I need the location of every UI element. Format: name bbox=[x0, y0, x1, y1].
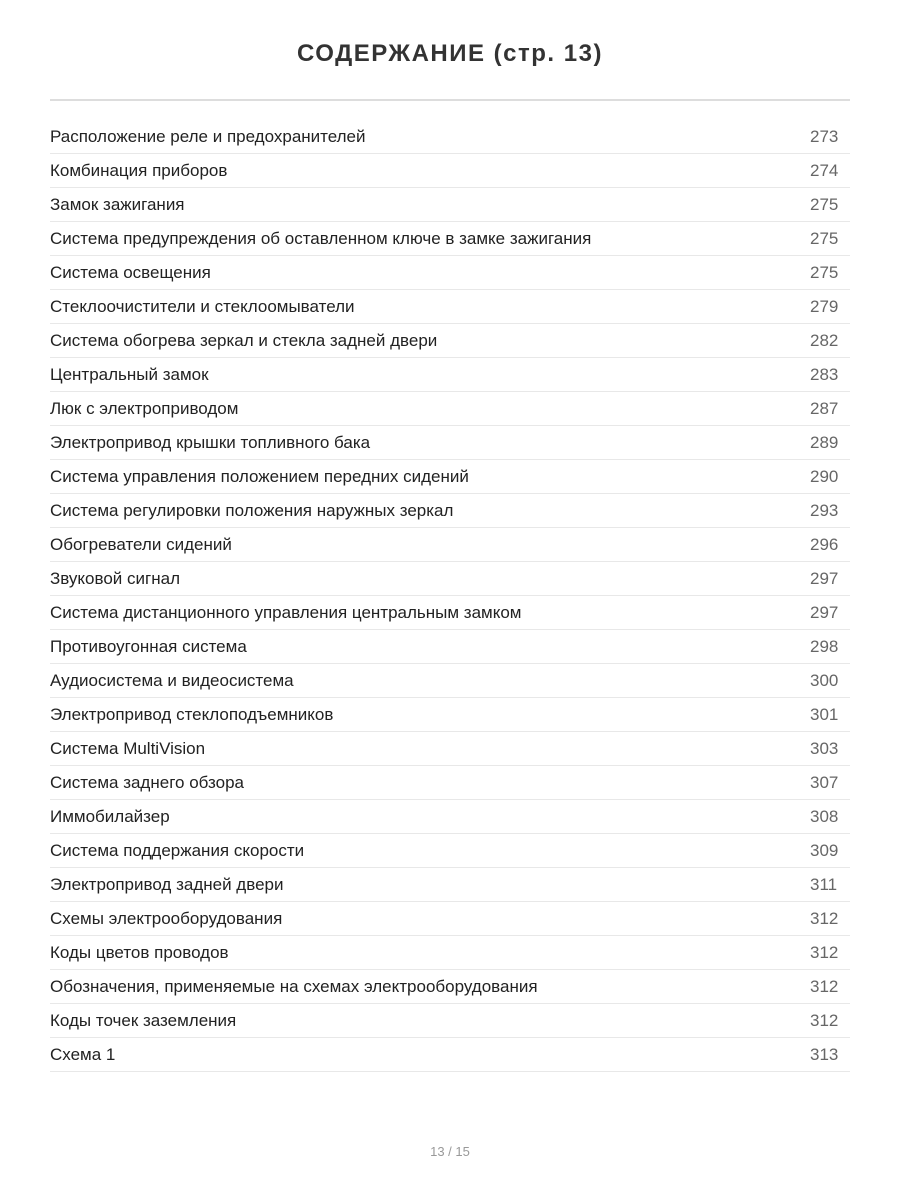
toc-entry-title: Электропривод крышки топливного бака bbox=[50, 433, 371, 452]
toc-entry[interactable] bbox=[50, 120, 850, 154]
toc-entry[interactable] bbox=[50, 834, 850, 868]
toc-entry-title: Обозначения, применяемые на схемах электрооборудования bbox=[50, 977, 538, 996]
toc-entry-page-number: 297 bbox=[810, 569, 839, 588]
toc-entry-title: Центральный замок bbox=[50, 365, 209, 384]
toc-entry[interactable] bbox=[50, 494, 850, 528]
toc-entry[interactable] bbox=[50, 1004, 850, 1038]
toc-entry[interactable] bbox=[50, 222, 850, 256]
toc-entry-title: Система управления положением передних сидений bbox=[50, 467, 469, 486]
toc-entry-page-number: 275 bbox=[810, 195, 839, 214]
toc-entry-title: Система заднего обзора bbox=[50, 773, 244, 792]
toc-entry-page-number: 296 bbox=[810, 535, 839, 554]
toc-entry[interactable] bbox=[50, 392, 850, 426]
toc-entry-title: Расположение реле и предохранителей bbox=[50, 127, 366, 146]
toc-entry-page-number: 298 bbox=[810, 637, 839, 656]
toc-entry[interactable] bbox=[50, 324, 850, 358]
toc-entry[interactable] bbox=[50, 664, 850, 698]
toc-entry-page-number: 312 bbox=[810, 909, 839, 928]
toc-entry-title: Система освещения bbox=[50, 263, 211, 282]
toc-entry[interactable] bbox=[50, 562, 850, 596]
toc-entry-page-number: 312 bbox=[810, 943, 839, 962]
toc-entry-page-number: 301 bbox=[810, 705, 839, 724]
toc-entry[interactable] bbox=[50, 630, 850, 664]
toc-entry-title: Схемы электрооборудования bbox=[50, 909, 283, 928]
toc-entry[interactable] bbox=[50, 800, 850, 834]
toc-entry-title: Система регулировки положения наружных зеркал bbox=[50, 501, 454, 520]
toc-entry-page-number: 283 bbox=[810, 365, 839, 384]
toc-entry[interactable] bbox=[50, 732, 850, 766]
toc-entry-title: Стеклоочистители и стеклоомыватели bbox=[50, 297, 355, 316]
toc-entry[interactable] bbox=[50, 1038, 850, 1072]
toc-entry[interactable] bbox=[50, 528, 850, 562]
toc-entry-page-number: 273 bbox=[810, 127, 839, 146]
toc-entry-title: Схема 1 bbox=[50, 1045, 116, 1064]
toc-entry-page-number: 297 bbox=[810, 603, 839, 622]
toc-entry-title: Коды точек заземления bbox=[50, 1011, 237, 1030]
toc-entry-page-number: 287 bbox=[810, 399, 839, 418]
toc-entry[interactable] bbox=[50, 868, 850, 902]
toc-entry-title: Система MultiVision bbox=[50, 739, 206, 758]
toc-entry-title: Электропривод стеклоподъемников bbox=[50, 705, 334, 724]
toc-entry-title: Система предупреждения об оставленном ключе в замке зажигания bbox=[50, 229, 592, 248]
toc-entry-title: Иммобилайзер bbox=[50, 807, 170, 826]
toc-entry[interactable] bbox=[50, 698, 850, 732]
toc-entry[interactable] bbox=[50, 154, 850, 188]
toc-entry-page-number: 275 bbox=[810, 263, 839, 282]
toc-entry-page-number: 312 bbox=[810, 977, 839, 996]
toc-entry-page-number: 312 bbox=[810, 1011, 839, 1030]
toc-entry-page-number: 308 bbox=[810, 807, 839, 826]
toc-entry-title: Система дистанционного управления центральным замком bbox=[50, 603, 522, 622]
toc-entry-page-number: 279 bbox=[810, 297, 839, 316]
toc-entry[interactable] bbox=[50, 188, 850, 222]
toc-list bbox=[50, 120, 850, 1072]
toc-entry-page-number: 311 bbox=[810, 875, 838, 894]
toc-entry[interactable] bbox=[50, 936, 850, 970]
toc-entry-title: Обогреватели сидений bbox=[50, 535, 232, 554]
toc-entry-title: Аудиосистема и видеосистема bbox=[50, 671, 294, 690]
toc-entry-page-number: 293 bbox=[810, 501, 839, 520]
toc-entry-page-number: 313 bbox=[810, 1045, 839, 1064]
toc-entry-page-number: 300 bbox=[810, 671, 839, 690]
toc-entry-title: Замок зажигания bbox=[50, 195, 185, 214]
toc-entry-title: Звуковой сигнал bbox=[50, 569, 180, 588]
page-title: СОДЕРЖАНИЕ (стр. 13) bbox=[297, 40, 603, 67]
toc-entry-page-number: 282 bbox=[810, 331, 839, 350]
toc-entry[interactable] bbox=[50, 256, 850, 290]
toc-entry-title: Люк с электроприводом bbox=[50, 399, 239, 418]
toc-entry-page-number: 275 bbox=[810, 229, 839, 248]
toc-entry-page-number: 309 bbox=[810, 841, 839, 860]
toc-entry-page-number: 303 bbox=[810, 739, 839, 758]
toc-entry-title: Комбинация приборов bbox=[50, 161, 228, 180]
page-indicator: 13 / 15 bbox=[430, 1144, 470, 1159]
toc-entry[interactable] bbox=[50, 460, 850, 494]
toc-entry-title: Противоугонная система bbox=[50, 637, 247, 656]
toc-entry[interactable] bbox=[50, 358, 850, 392]
toc-entry-page-number: 290 bbox=[810, 467, 839, 486]
toc-entry-title: Коды цветов проводов bbox=[50, 943, 229, 962]
toc-entry-page-number: 274 bbox=[810, 161, 839, 180]
toc-entry[interactable] bbox=[50, 426, 850, 460]
toc-entry-title: Система поддержания скорости bbox=[50, 841, 305, 860]
toc-entry[interactable] bbox=[50, 970, 850, 1004]
toc-entry-page-number: 307 bbox=[810, 773, 839, 792]
toc-entry-title: Электропривод задней двери bbox=[50, 875, 284, 894]
toc-entry[interactable] bbox=[50, 766, 850, 800]
toc-entry-page-number: 289 bbox=[810, 433, 839, 452]
toc-entry[interactable] bbox=[50, 290, 850, 324]
toc-entry[interactable] bbox=[50, 596, 850, 630]
toc-entry-title: Система обогрева зеркал и стекла задней двери bbox=[50, 331, 438, 350]
title-divider bbox=[50, 99, 850, 101]
toc-entry[interactable] bbox=[50, 902, 850, 936]
